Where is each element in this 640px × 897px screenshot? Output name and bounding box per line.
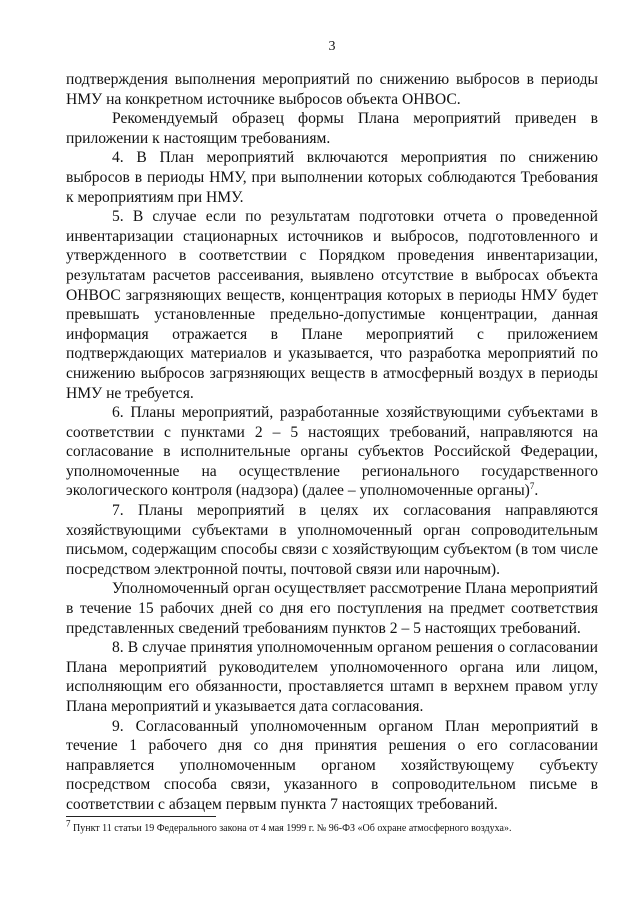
footnote-divider: [66, 816, 216, 817]
paragraph-item-6-text: 6. Планы мероприятий, разработанные хозяйствующими субъектами в соответствии с пунктами 2 – 5 настоящих требований, направляются на согласование в исполнительные органы субъектов Российской Федерации, уполномоченные на осуществление регионального государственного экологического контроля (надзора) (далее – уполномоченные органы): [66, 404, 598, 500]
paragraph-item-5: 5. В случае если по результатам подготовки отчета о проведенной инвентаризации стационарных источников и выбросов, подготовленного и утвержденного в соответствии с Порядком проведения инвентаризации, результатам расчетов рассеивания, выявлено отсутствие в выбросах объекта ОНВОС загрязняющих веществ, концентрация которых в периоды НМУ будет превышать установленные предельно-допустимые концентрации, данная информация отражается в Плане мероприятий с приложением подтверждающих материалов и указывается, что разработка мероприятий по снижению выбросов загрязняющих веществ в атмосферный воздух в периоды НМУ не требуется.: [66, 208, 598, 402]
footnote-reference[interactable]: 7: [529, 481, 535, 492]
page-number: 3: [328, 39, 336, 54]
footnote-text: Пункт 11 статьи 19 Федерального закона от 4 мая 1999 г. № 96-ФЗ «Об охране атмосферного воздуха».: [73, 823, 512, 834]
paragraph-sample-form: Рекомендуемый образец формы Плана мероприятий приведен в приложении к настоящим требованиям.: [66, 110, 598, 147]
paragraph-item-6: [66, 403, 598, 501]
paragraph-item-9: 9. Согласованный уполномоченным органом План мероприятий в течение 1 рабочего дня со дня принятия решения о его согласовании направляется уполномоченным органом хозяйствующему субъекту посредством способа связи, указанного в сопроводительном письме в соответствии с абзацем первым пункта 7 настоящих требований.: [66, 717, 598, 813]
footnote-marker: 7: [66, 818, 71, 829]
footnote: [66, 818, 600, 835]
paragraph-continuation: подтверждения выполнения мероприятий по снижению выбросов в периоды НМУ на конкретном источнике выбросов объекта ОНВОС.: [66, 71, 598, 108]
paragraph-item-6-tail: .: [534, 482, 539, 500]
paragraph-review-period: Уполномоченный орган осуществляет рассмотрение Плана мероприятий в течение 15 рабочих дней со дня его поступления на предмет соответствия представленных сведений требованиям пунктов 2 – 5 настоящих требований.: [66, 580, 598, 637]
paragraph-item-8: 8. В случае принятия уполномоченным органом решения о согласовании Плана мероприятий руководителем уполномоченного органа или лицом, исполняющим его обязанности, проставляется штамп в верхнем правом углу Плана мероприятий и указывается дата согласования.: [66, 639, 598, 715]
paragraph-item-7: 7. Планы мероприятий в целях их согласования направляются хозяйствующими субъектами в уполномоченный орган сопроводительным письмом, содержащим способы связи с хозяйствующим субъектом (в том числе посредством электронной почты, почтовой связи или нарочным).: [66, 502, 598, 578]
paragraph-item-4: 4. В План мероприятий включаются мероприятия по снижению выбросов в периоды НМУ, при выполнении которых соблюдаются Требования к мероприятиям при НМУ.: [66, 149, 598, 206]
document-body: [66, 70, 598, 815]
